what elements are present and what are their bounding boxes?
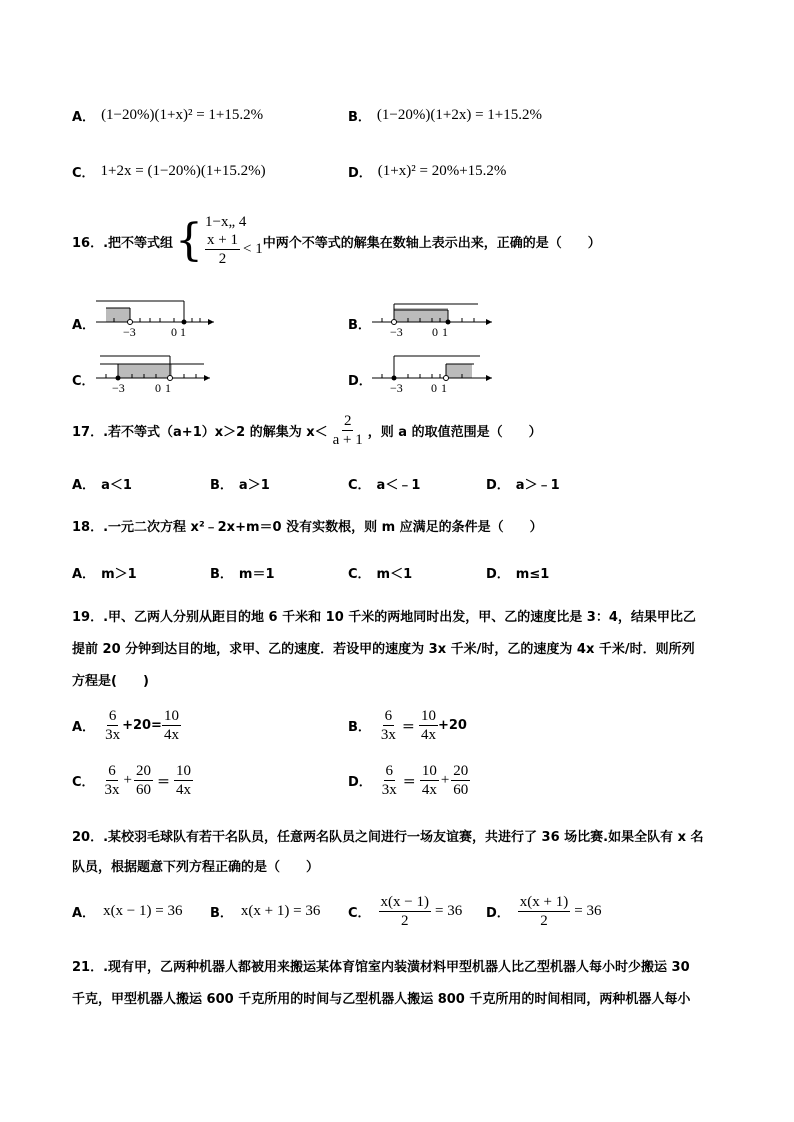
- question-number: 16．: [72, 235, 104, 251]
- tick-label: −3: [123, 325, 136, 338]
- q19-stem-line2: 提前 20 分钟到达目的地，求甲、乙的速度．若设甲的速度为 3x 千米/时，乙的速度为 4x 千米/时．则所列: [72, 642, 695, 657]
- option-label: B．: [348, 110, 371, 125]
- question-number: 17．: [72, 425, 104, 440]
- fraction: $\frac{20}{60}$: [453, 763, 469, 798]
- option-label: C．: [72, 166, 95, 181]
- fraction: $\frac{6}{3x}$: [380, 708, 396, 743]
- q16-option-c-numberline: [92, 352, 222, 394]
- q19-option-a: A． $\frac{6}{3x}$ +20 = $\frac{10}{4x}$: [72, 708, 179, 743]
- q16-option-c-label: C．: [72, 374, 95, 389]
- q17-option-b: B． a＞1: [210, 478, 270, 493]
- fraction: $\frac{10}{4x}$: [163, 708, 179, 743]
- fraction: $\frac{6}{3x}$: [381, 763, 397, 798]
- q21-stem-line2: 千克，甲型机器人搬运 600 千克所用的时间与乙型机器人搬运 800 千克所用的时间相同，两种机器人每小: [72, 992, 691, 1007]
- q17-option-d: D． a＞﹣1: [486, 478, 560, 493]
- tick-label: 1: [180, 325, 186, 338]
- fraction: $\frac{10}{4x}$: [421, 763, 437, 798]
- q19-stem-line3: 方程是( ): [72, 674, 149, 689]
- tick-label: 1: [165, 381, 171, 394]
- brace-glyph: {: [175, 215, 204, 266]
- fraction: $\frac{6}{3x}$: [104, 763, 120, 798]
- tick-label: 0: [432, 325, 438, 338]
- question-number: 19．: [72, 610, 104, 625]
- option-label: A．: [72, 110, 96, 125]
- fraction: $\frac{10}{4x}$: [420, 708, 436, 743]
- fraction: $\frac{x(x + 1)}{2}$: [519, 894, 569, 929]
- q15-option-a: [72, 106, 263, 125]
- tick-label: 0: [171, 325, 177, 338]
- q18-stem: [72, 516, 543, 535]
- q19-stem-line1: 19．.甲、乙两人分别从距目的地 6 千米和 10 千米的两地同时出发，甲、乙的速度比是 3：4，结果甲比乙: [72, 610, 696, 625]
- inequality-1: 1−x„ 4: [205, 214, 247, 230]
- option-expression: (1−20%)(1+x)² = 1+15.2%: [101, 107, 264, 123]
- option-label: D．: [348, 166, 372, 181]
- option-expression: 1+2x = (1−20%)(1+15.2%): [100, 163, 266, 179]
- option-expression: (1−20%)(1+2x) = 1+15.2%: [376, 107, 542, 123]
- q16-option-d-numberline: [370, 352, 500, 394]
- q21-stem-line1: 21．.现有甲，乙两种机器人都被用来搬运某体育馆室内装潢材料甲型机器人比乙型机器人每小时少搬运 30: [72, 960, 690, 975]
- q16-option-d-label: D．: [348, 374, 372, 389]
- tick-label: −3: [390, 325, 403, 338]
- q20-option-d: D． $\frac{x(x + 1)}{2}$ = 36: [486, 894, 602, 929]
- q17-option-c: C． a＜﹣1: [348, 478, 421, 493]
- tick-label: 1: [441, 381, 447, 394]
- stem-text: .一元二次方程 x²﹣2x+m＝0 没有实数根，则 m 应满足的条件是（ ）: [103, 520, 543, 535]
- fraction: $\frac{20}{60}$: [136, 763, 152, 798]
- q15-option-c: [72, 162, 266, 181]
- inequality-system: [205, 214, 263, 268]
- q18-option-d: D． m≤1: [486, 567, 550, 582]
- tick-label: 0: [155, 381, 161, 394]
- stem-text-pre: .若不等式（a+1）x＞2 的解集为 x＜: [103, 425, 328, 440]
- q17-option-a: A． a＜1: [72, 478, 132, 493]
- q16-option-b-numberline: [370, 298, 500, 338]
- q18-option-b: B． m＝1: [210, 567, 275, 582]
- fraction: $\frac{10}{4x}$: [176, 763, 192, 798]
- q20-option-b: B． x(x + 1) = 36: [210, 903, 321, 921]
- q18-option-c: C． m＜1: [348, 567, 413, 582]
- question-number: 21．: [72, 960, 104, 975]
- q20-option-c: C． $\frac{x(x - 1)}{2}$ = 36: [348, 894, 463, 929]
- q19-option-c: C． $\frac{6}{3x}$ + $\frac{20}{60}$ ＝ $\frac{10}{4x}$: [72, 763, 192, 798]
- q19-option-d: D． $\frac{6}{3x}$ ＝ $\frac{10}{4x}$ + $\frac{20}{60}$: [348, 763, 469, 798]
- option-expression: (1+x)² = 20%+15.2%: [377, 163, 507, 179]
- q20-stem-line2: 队员，根据题意下列方程正确的是（ ）: [72, 860, 320, 875]
- q16-stem: [72, 214, 601, 268]
- q20-option-a: A． x(x − 1) = 36: [72, 903, 183, 921]
- q20-stem-line1: 20．.某校羽毛球队有若干名队员，任意两名队员之间进行一场友谊赛，共进行了 36 场比赛.如果全队有 x 名: [72, 830, 704, 845]
- q16-option-b-label: B．: [348, 318, 371, 333]
- fraction: $\frac{6}{3x}$: [105, 708, 121, 743]
- fraction: $\frac{x(x - 1)}{2}$: [380, 894, 429, 929]
- question-number: 20．: [72, 830, 104, 845]
- q15-option-d: [348, 162, 506, 181]
- q15-option-b: [348, 106, 542, 125]
- solution-fraction: $\frac{2}{a + 1}$: [332, 413, 363, 448]
- stem-text-post: ，则 a 的取值范围是（ ）: [367, 425, 542, 440]
- stem-text-pre: .把不等式组: [103, 235, 174, 251]
- q17-stem: [72, 412, 542, 449]
- tick-label: −3: [390, 381, 403, 394]
- tick-label: −3: [112, 381, 125, 394]
- q19-option-b: B． $\frac{6}{3x}$ ＝ $\frac{10}{4x}$ +20: [348, 708, 467, 743]
- stem-text-post: 中两个不等式的解集在数轴上表示出来，正确的是（ ）: [262, 235, 601, 251]
- q16-option-a-label: A．: [72, 318, 96, 333]
- question-number: 18．: [72, 520, 104, 535]
- inequality-2-rhs: < 1: [243, 241, 263, 257]
- q18-option-a: A． m＞1: [72, 567, 137, 582]
- q16-option-a-numberline: [92, 298, 222, 338]
- inequality-2-fraction: $\frac{x + 1}{2}$: [207, 232, 239, 267]
- tick-label: 0: [431, 381, 437, 394]
- tick-label: 1: [442, 325, 448, 338]
